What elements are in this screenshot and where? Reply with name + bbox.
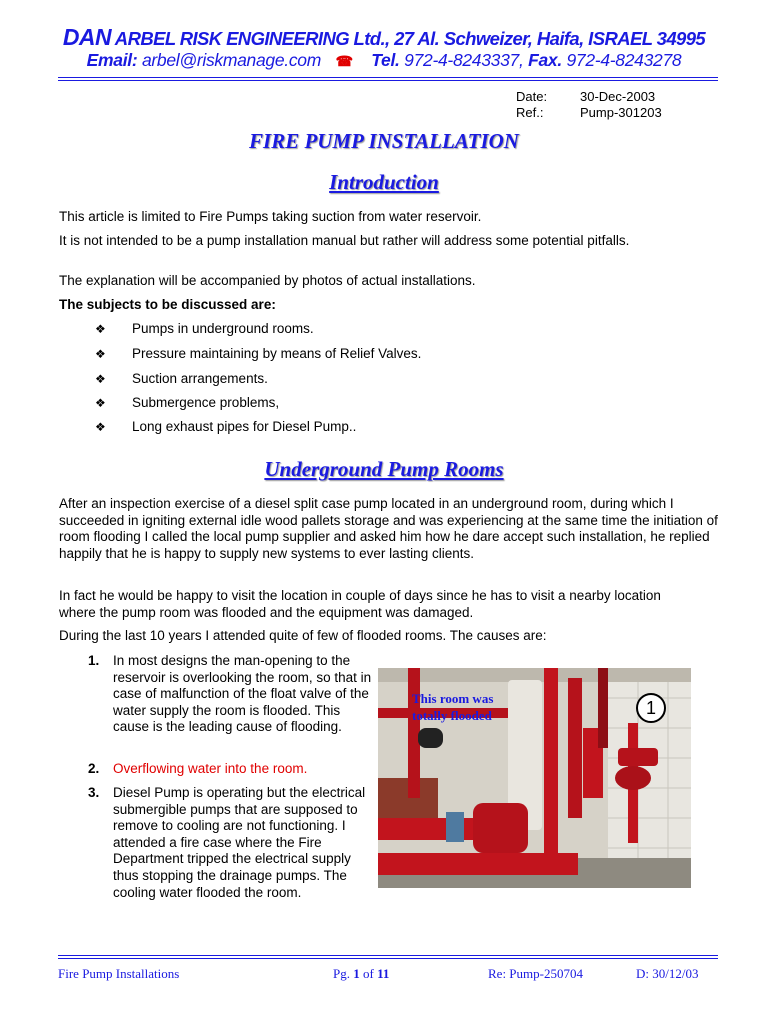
- tel-label: Tel.: [371, 50, 400, 70]
- section-heading: Underground Pump Rooms: [264, 457, 504, 481]
- contact-line: [0, 50, 768, 71]
- fax-value: 972-4-8243278: [561, 50, 682, 70]
- header-divider-2: [58, 80, 718, 81]
- diamond-bullet-icon: ❖: [95, 322, 106, 336]
- email-label: Email:: [86, 50, 138, 70]
- footer-page: Pg. 1 of 11: [333, 966, 390, 981]
- company-header: [0, 24, 768, 51]
- photo-caption: This room was totally flooded: [412, 691, 494, 723]
- diamond-bullet-icon: ❖: [95, 420, 106, 434]
- company-lead: DAN: [62, 24, 111, 50]
- intro-paragraph: This article is limited to Fire Pumps taking suction from water reservoir.: [59, 209, 482, 224]
- ref-value: Pump-301203: [580, 105, 662, 120]
- footer-divider-2: [58, 958, 718, 959]
- section-paragraph: After an inspection exercise of a diesel split case pump located in an underground room, during which I succeeded in igniting external idle wood pallets storage and was experiencing at the same time the initiation of room flooding I called the local pump supplier and asked him how he dare accept such installation, he replied happily that he is happy to supply new systems to ever lasting clients.: [59, 496, 718, 561]
- list-item: ❖ Submergence problems,: [95, 395, 280, 410]
- list-item: ❖ Pressure maintaining by means of Relief Valves.: [95, 346, 422, 361]
- telephone-icon: ☎: [335, 53, 353, 69]
- photo-number-badge: 1: [636, 693, 666, 723]
- email-value[interactable]: arbel@riskmanage.com: [137, 50, 322, 70]
- footer-date: D: 30/12/03: [636, 966, 699, 981]
- intro-heading: Introduction: [329, 170, 439, 194]
- intro-paragraph: It is not intended to be a pump installation manual but rather will address some potential pitfalls.: [59, 233, 630, 248]
- list-item: ❖ Pumps in underground rooms.: [95, 321, 314, 336]
- tel-value: 972-4-8243337,: [399, 50, 524, 70]
- date-label: Date:: [516, 89, 548, 104]
- company-address: ARBEL RISK ENGINEERING Ltd., 27 Al. Schweizer, Haifa, ISRAEL 34995: [110, 28, 706, 49]
- list-item: ❖ Suction arrangements.: [95, 371, 268, 386]
- date-value: 30-Dec-2003: [580, 89, 656, 104]
- intro-paragraph: The explanation will be accompanied by photos of actual installations.: [59, 273, 476, 288]
- footer-divider: [58, 955, 718, 956]
- list-item: ❖ Long exhaust pipes for Diesel Pump..: [95, 419, 357, 434]
- fax-label: Fax.: [528, 50, 562, 70]
- document-title: FIRE PUMP INSTALLATION: [249, 129, 519, 153]
- diamond-bullet-icon: ❖: [95, 347, 106, 361]
- header-divider: [58, 77, 718, 78]
- ref-label: Ref.:: [516, 105, 544, 120]
- subjects-heading: The subjects to be discussed are:: [59, 297, 276, 312]
- footer-title: Fire Pump Installations: [58, 966, 180, 981]
- footer-ref: Re: Pump-250704: [488, 966, 583, 981]
- section-paragraph: During the last 10 years I attended quite of few of flooded rooms. The causes are:: [59, 628, 547, 643]
- diamond-bullet-icon: ❖: [95, 396, 106, 410]
- section-paragraph: In fact he would be happy to visit the location in couple of days since he has to visit a nearby location where the pump room was flooded and the equipment was damaged.: [59, 588, 661, 620]
- diamond-bullet-icon: ❖: [95, 372, 106, 386]
